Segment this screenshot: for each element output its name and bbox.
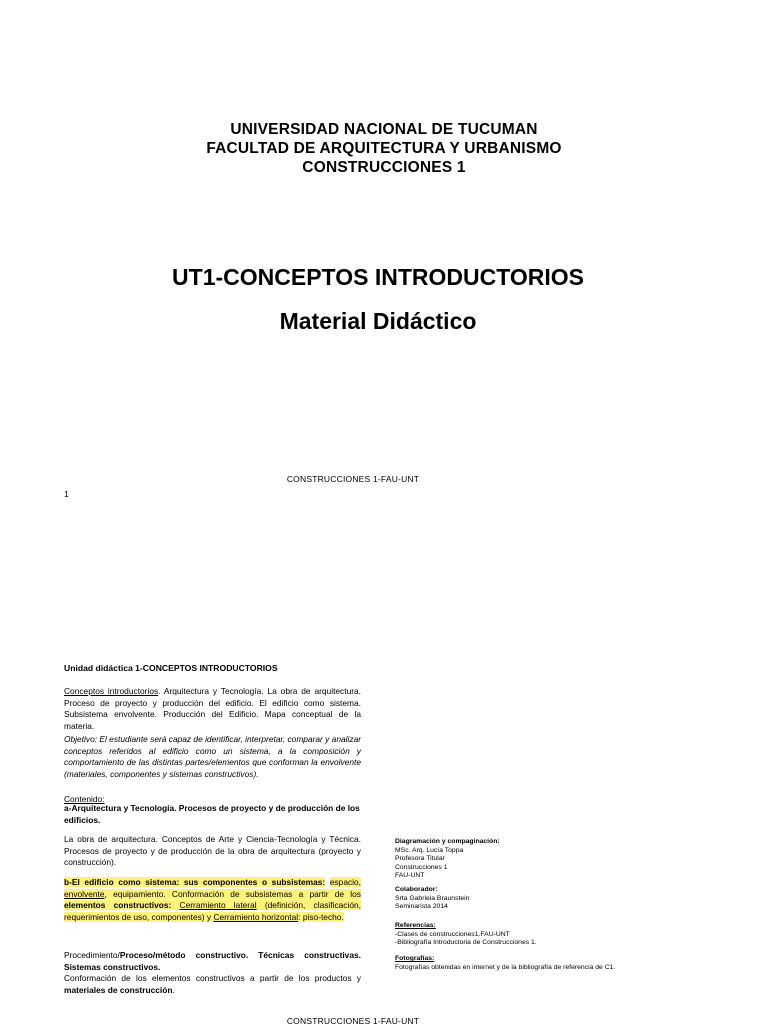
- procedure-paragraph: Procedimiento/Proceso/método constructivo. Técnicas constructivas. Sistemas constructivos. Conformación de los elementos constructivos a partir de los productos y materiales de construcción.: [64, 950, 361, 995]
- credits-references: Referencias: -Clases de construcciones1.FAU-UNT -Bibliografía Introductoria de Construcciones 1.: [395, 922, 537, 947]
- objective-label: Objetivo:: [64, 734, 98, 744]
- document-subtitle: Material Didáctico: [279, 308, 477, 334]
- content-b-paragraph: b-El edificio como sistema: sus componentes o subsistemas: espacio, envolvente, equipamiento. Conformación de subsistemas a partir de los elementos constructivos: Cerramiento lateral (definición, clasificación, requerimientos de uso, componentes) y Cerramiento horizontal: piso-techo.: [64, 877, 362, 922]
- objective-paragraph: Objetivo: El estudiante será capaz de identificar, interpretar, comparar y analizar conceptos referidos al edificio como un sistema, a la composición y comportamiento de las distintas partes/elementos que conforman la envolvente (materiales, componentes y sistemas constructivos).: [64, 734, 362, 779]
- university-name: UNIVERSIDAD NACIONAL DE TUCUMAN: [230, 121, 538, 138]
- credits-layout: Diagramación y compaginación: MSc. Arq. Lucía Toppa Profesora Titular Construcciones 1 FAU-UNT: [395, 838, 500, 880]
- concepts-paragraph: Conceptos introductorios. Arquitectura y Tecnología. La obra de arquitectura. Proceso de proyecto y producción del edificio. El edificio como sistema. Subsistema envolvente. Producción del Edificio. Mapa conceptual de la materia.: [64, 686, 362, 731]
- unit-title: UT1-CONCEPTOS INTRODUCTORIOS: [172, 264, 584, 290]
- credits-photos: Fotografías: Fotografías obtenidas en internet y de la bibliografía de referencia de C1.: [395, 955, 616, 971]
- page-number: 1: [64, 489, 69, 499]
- content-b-heading: b-El edificio como sistema: sus componentes o subsistemas:: [64, 877, 326, 887]
- unit-heading: Unidad didáctica 1-CONCEPTOS INTRODUCTORIOS: [64, 663, 278, 673]
- concepts-label: Conceptos introductorios: [64, 686, 159, 696]
- page-footer: CONSTRUCCIONES 1-FAU-UNT: [286, 474, 420, 484]
- content-a-text: La obra de arquitectura. Conceptos de Arte y Ciencia-Tecnología y Técnica. Procesos de proyecto y de producción de la obra de arquitectura (proyecto y construcción).: [64, 834, 361, 868]
- content-a-heading: a-Arquitectura y Tecnología. Procesos de proyecto y de producción de los edificios.: [64, 803, 360, 825]
- faculty-name: FACULTAD DE ARQUITECTURA Y URBANISMO: [206, 140, 562, 157]
- content-label: Contenido:: [64, 794, 105, 804]
- course-name: CONSTRUCCIONES 1: [302, 159, 466, 176]
- page-footer-bottom: CONSTRUCCIONES 1-FAU-UNT: [286, 1016, 420, 1024]
- credits-collaborator: Colaborador: Srta Gabriela Braunstein Seminarista 2014: [395, 886, 470, 911]
